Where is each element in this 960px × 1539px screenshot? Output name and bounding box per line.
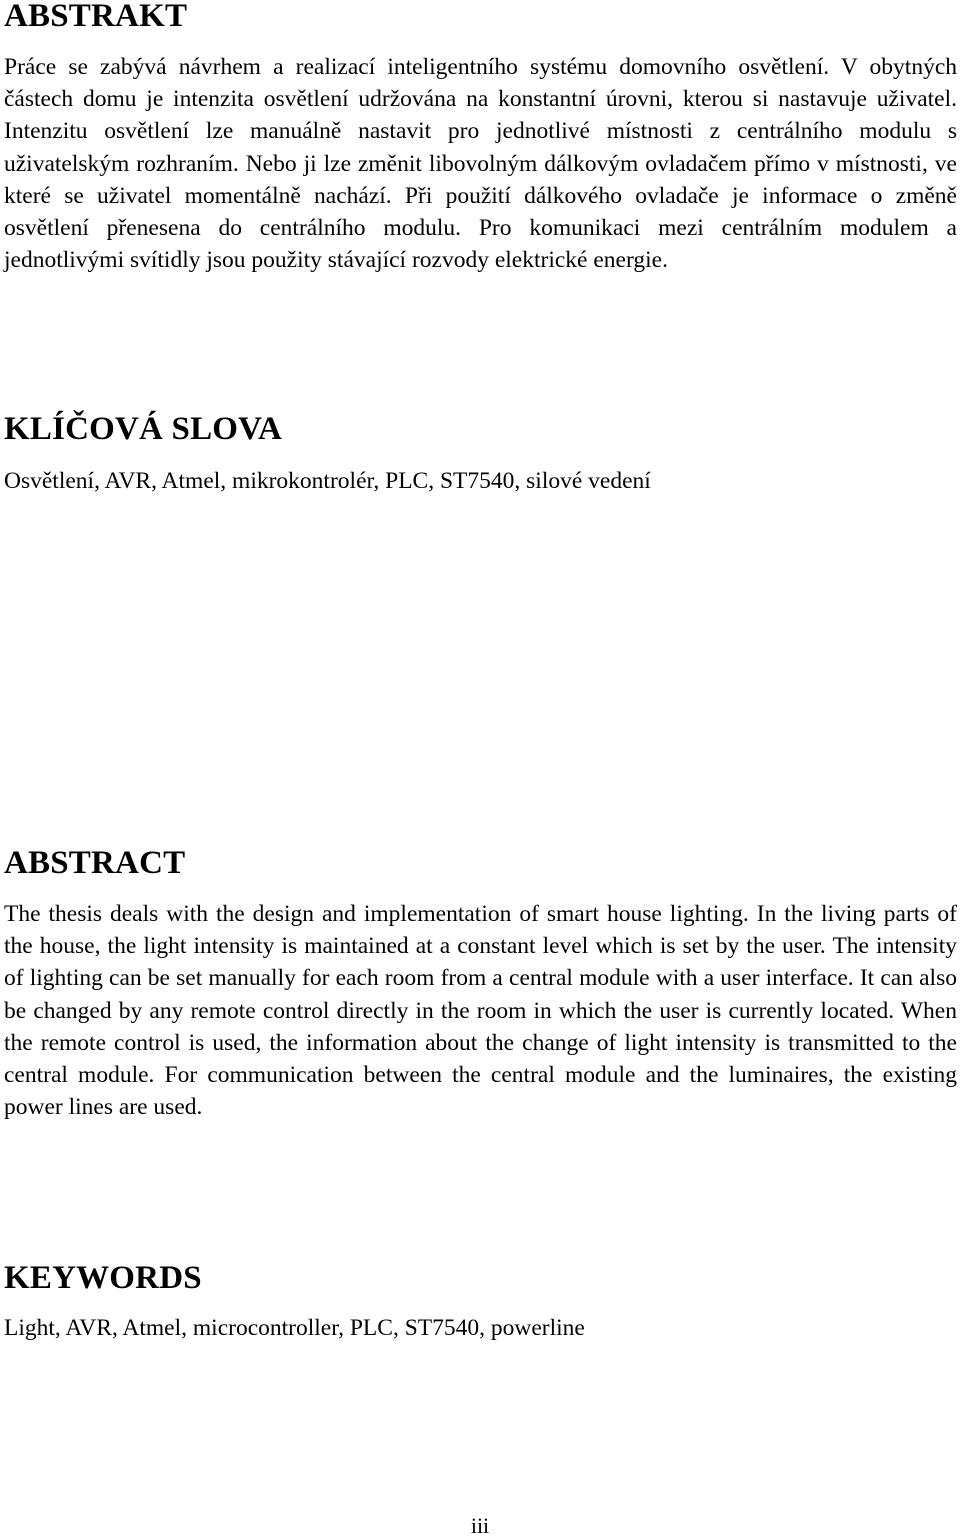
czech-abstract-paragraph: Práce se zabývá návrhem a realizací inteligentního systému domovního osvětlení. V obytných částech domu je intenzita osvětlení udržována na konstantní úrovni, kterou si nastavuje uživatel. Intenzitu osvětlení lze manuálně nastavit pro jednotlivé místnosti z centrálního modulu s uživatelským rozhraním. Nebo ji lze změnit libovolným dálkovým ovladačem přímo v místnosti, ve které se uživatel momentálně nachází. Při použití dálkového ovladače je informace o změně osvětlení přenesena do centrálního modulu. Pro komunikaci mezi centrálním modulem a jednotlivými svítidly jsou použity stávající rozvody elektrické energie. bbox=[4, 54, 957, 274]
czech-keywords-heading: KLÍČOVÁ SLOVA bbox=[4, 411, 282, 447]
page-number: iii bbox=[470, 1513, 490, 1538]
english-abstract-paragraph: The thesis deals with the design and implementation of smart house lighting. In the living parts of the house, the light intensity is maintained at a constant level which is set by the user. The intensity of lighting can be set manually for each room from a central module with a user interface. It can also be changed by any remote control directly in the room in which the user is currently located. When the remote control is used, the information about the change of light intensity is transmitted to the central module. For communication between the central module and the luminaires, the existing power lines are used. bbox=[4, 901, 957, 1121]
czech-keywords-list: Osvětlení, AVR, Atmel, mikrokontrolér, PLC, ST7540, silové vedení bbox=[4, 468, 651, 494]
czech-abstract-heading: ABSTRAKT bbox=[4, 0, 188, 34]
english-keywords-heading: KEYWORDS bbox=[4, 1260, 202, 1296]
english-abstract-heading: ABSTRACT bbox=[4, 845, 186, 881]
english-keywords-list: Light, AVR, Atmel, microcontroller, PLC, ST7540, powerline bbox=[4, 1315, 585, 1341]
